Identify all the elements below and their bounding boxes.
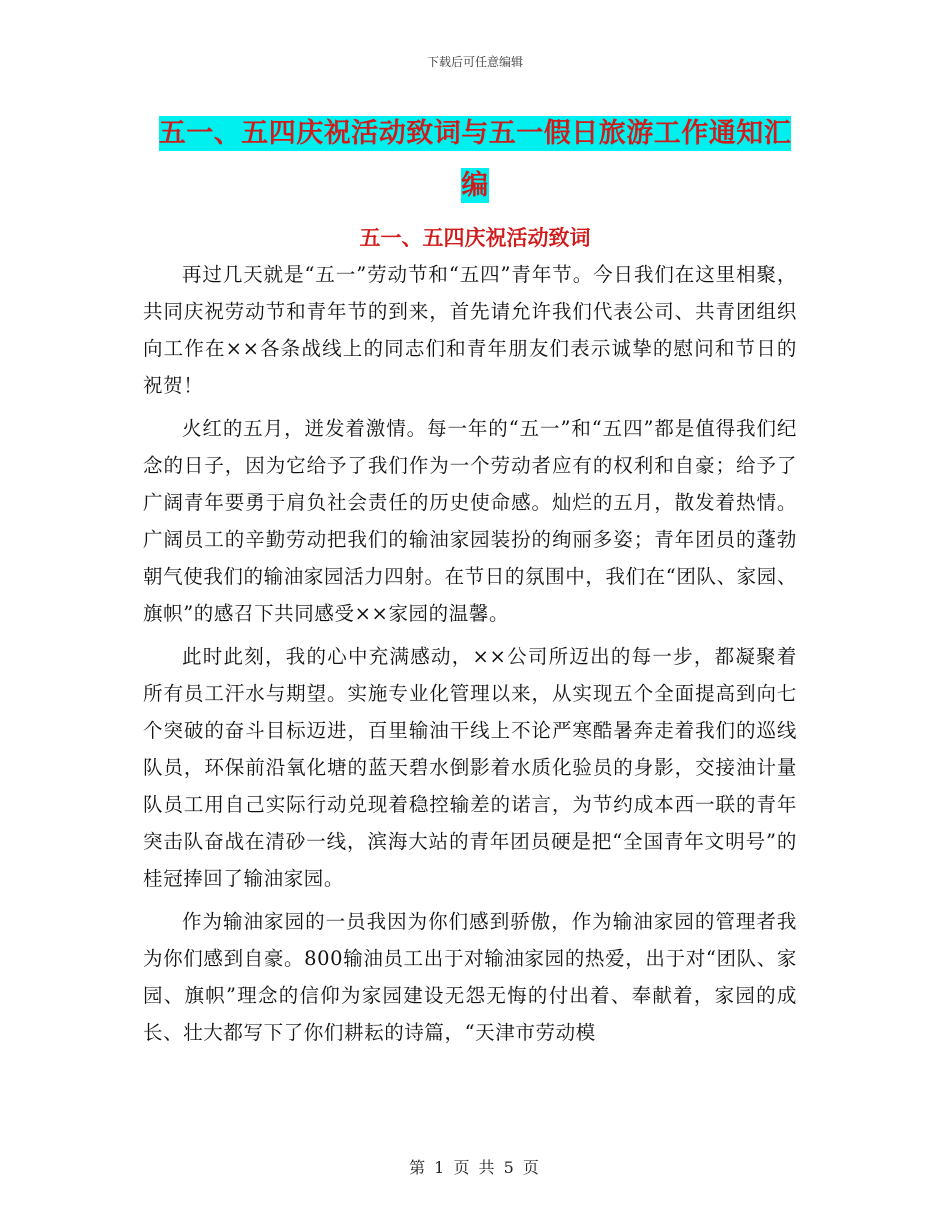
- title-line-1: 五一、五四庆祝活动致词与五一假日旅游工作通知汇: [158, 118, 792, 149]
- paragraph: 火红的五月，迸发着激情。每一年的“五一”和“五四”都是值得我们纪念的日子，因为它给予了我们作为一个劳动者应有的权利和自豪；给予了广阔青年要勇于肩负社会责任的历史使命感。灿烂的五月，散发着热情。广阔员工的辛勤劳动把我们的输油家园装扮的绚丽多姿；青年团员的蓬勃朝气使我们的输油家园活力四射。在节日的氛围中，我们在“团队、家园、旗帜”的感召下共同感受××家园的温馨。: [143, 417, 797, 625]
- paragraph: 再过几天就是“五一”劳动节和“五四”青年节。今日我们在这里相聚，共同庆祝劳动节和青年节的到来，首先请允许我们代表公司、共青团组织向工作在××各条战线上的同志们和青年朋友们表示诚挚的慰问和节日的祝贺！: [143, 263, 797, 397]
- page-footer: 第 1 页 共 5 页: [409, 1158, 541, 1177]
- paragraph: 此时此刻，我的心中充满感动，××公司所迈出的每一步，都凝聚着所有员工汗水与期望。实施专业化管理以来，从实现五个全面提高到向七个突破的奋斗目标迈进，百里输油干线上不论严寒酷暑奔走着我们的巡线队员，环保前沿氧化塘的蓝天碧水倒影着水质化验员的身影，交接油计量队员工用自己实际行动兑现着稳控输差的诺言，为节约成本西一联的青年突击队奋战在清砂一线，滨海大站的青年团员硬是把“全国青年文明号”的桂冠捧回了输油家园。: [143, 645, 797, 890]
- paragraph: 作为输油家园的一员我因为你们感到骄傲，作为输油家园的管理者我为你们感到自豪。800输油员工出于对输油家园的热爱，出于对“团队、家园、旗帜”理念的信仰为家园建设无怨无悔的付出着、奉献着，家园的成长、壮大都写下了你们耕耘的诗篇，“天津市劳动模: [143, 910, 797, 1044]
- header-note: 下载后可任意编辑: [426, 55, 523, 69]
- document-title: [0, 108, 950, 212]
- section-title: 五一、五四庆祝活动致词: [359, 225, 591, 250]
- title-line-2: 编: [461, 170, 489, 201]
- body-text: [143, 256, 797, 1057]
